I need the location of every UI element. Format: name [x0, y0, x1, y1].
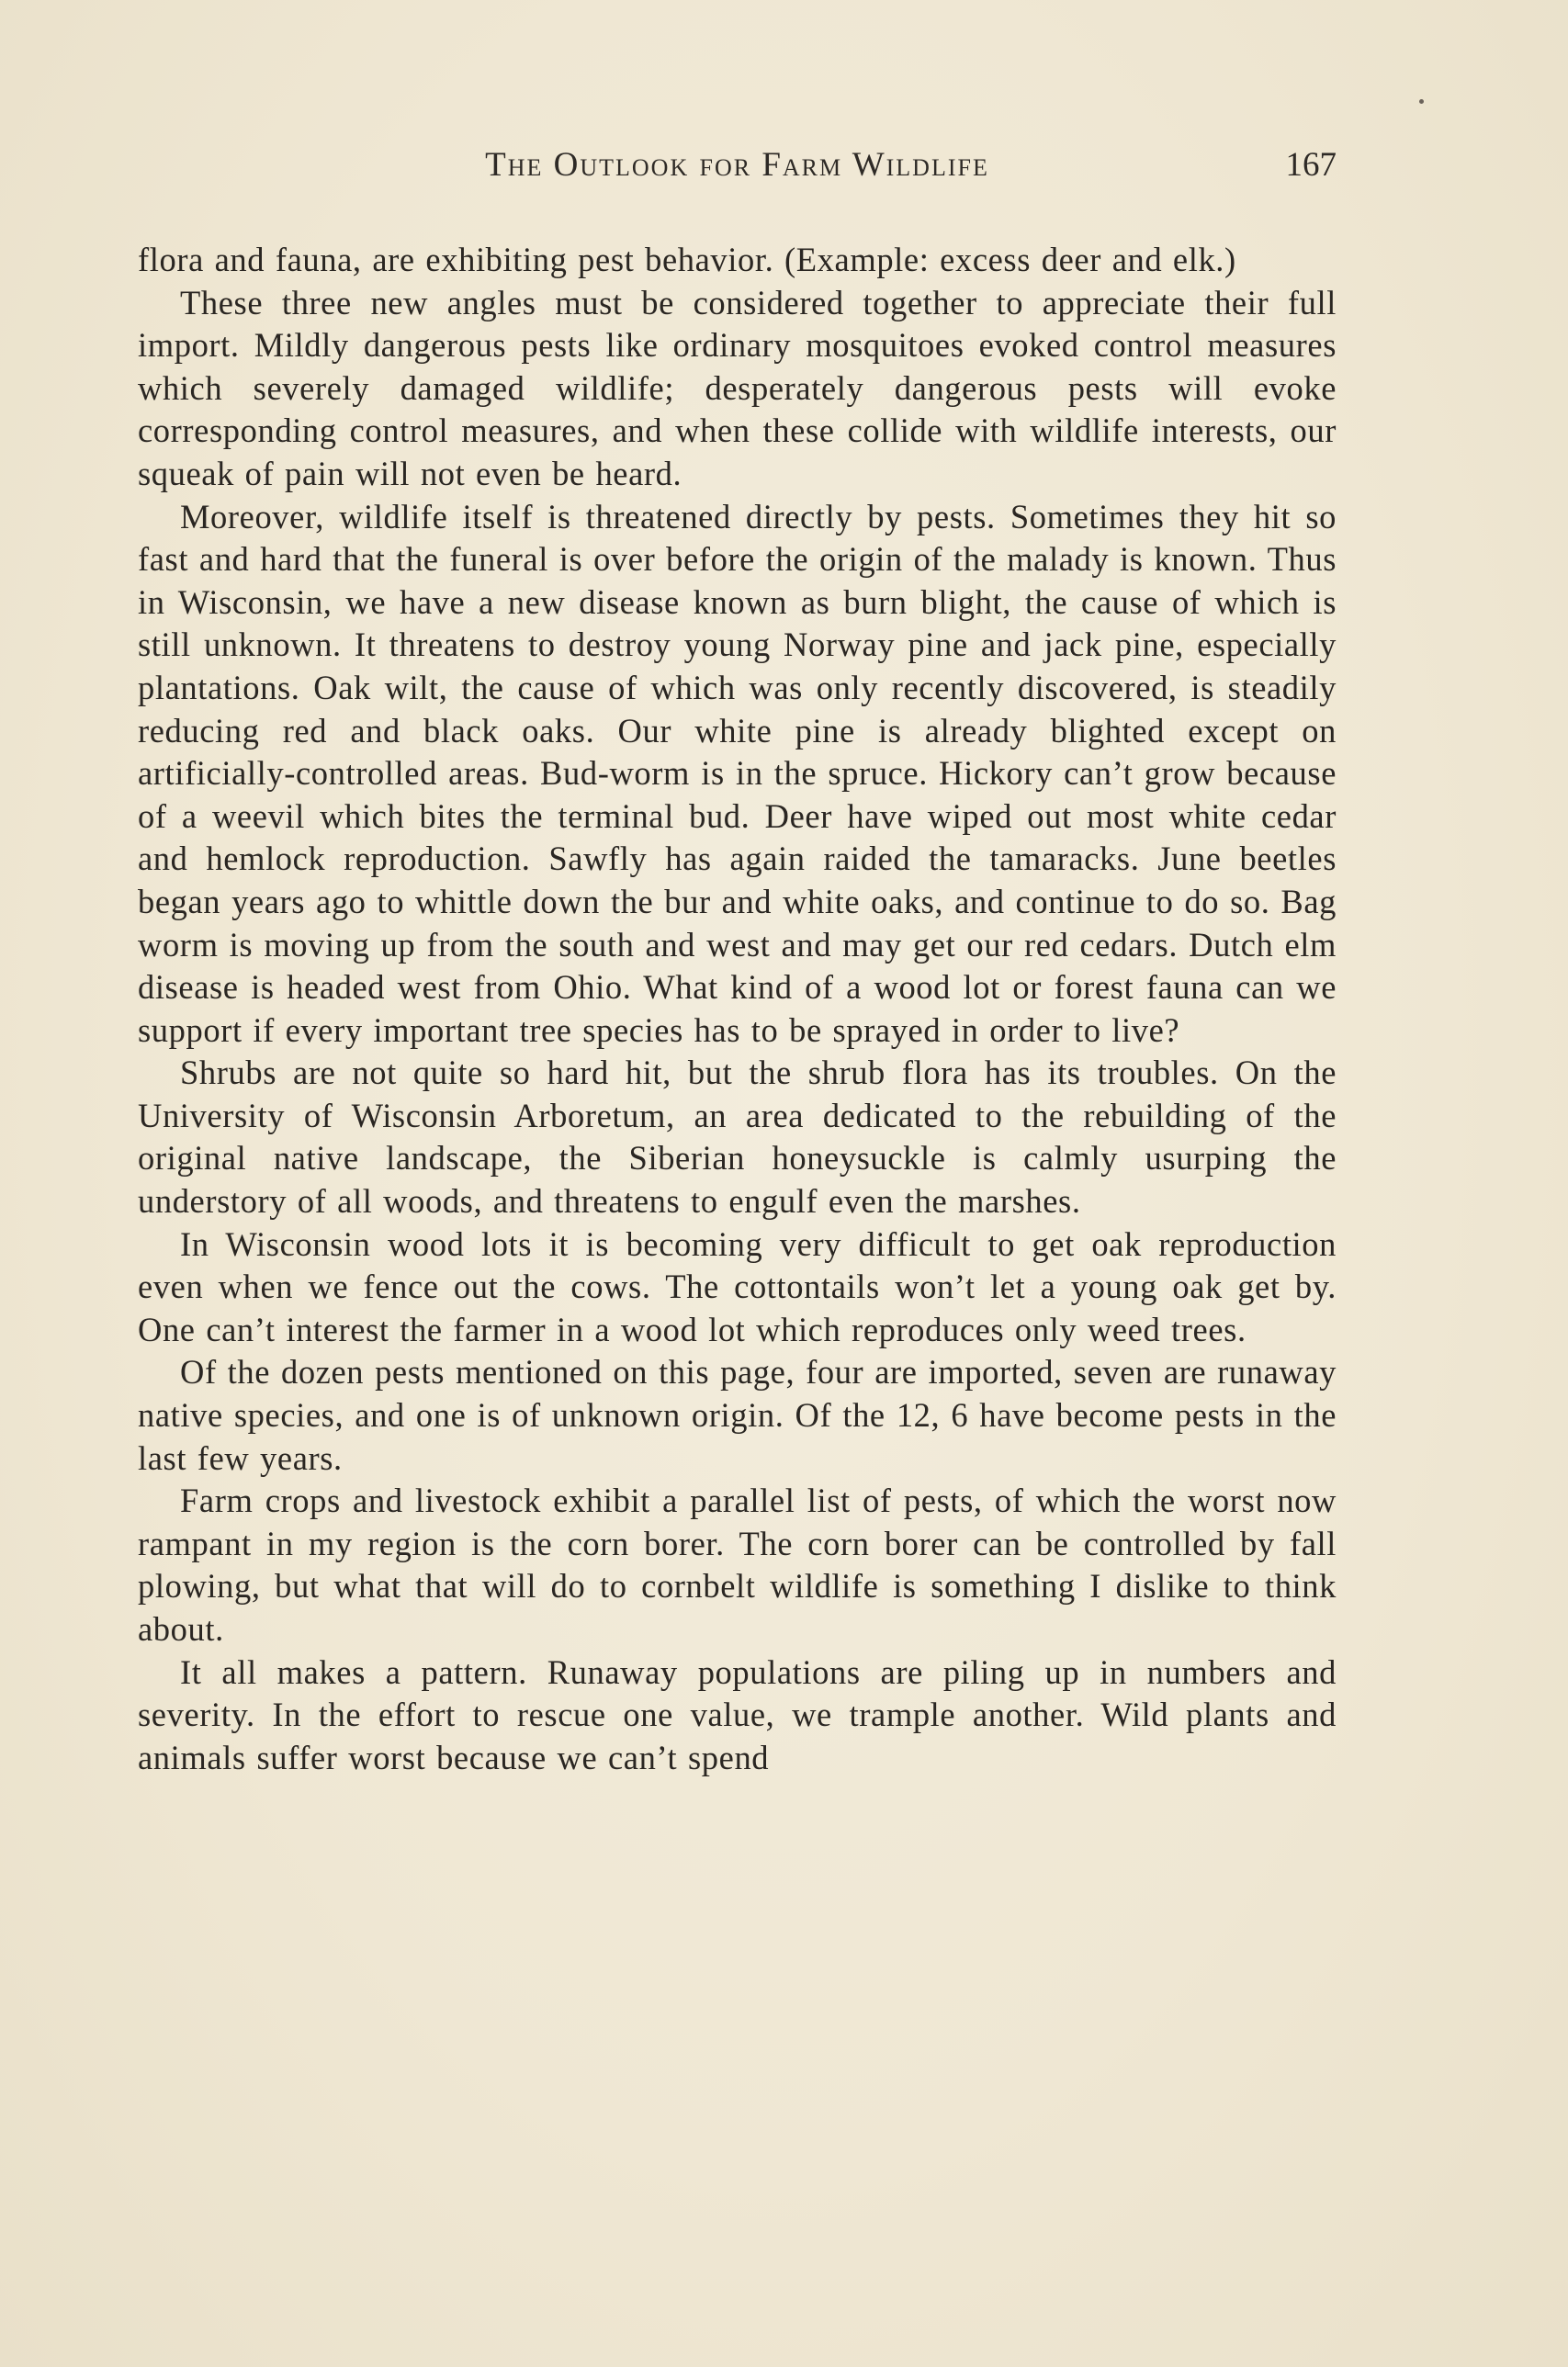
running-title: The Outlook for Farm Wildlife — [485, 146, 989, 184]
paper-speck — [1419, 99, 1424, 104]
paragraph-continuation: flora and fauna, are exhibiting pest behavior. (Example: excess deer and elk.) — [138, 241, 1236, 278]
paragraph: Farm crops and livestock exhibit a parallel list of pests, of which the worst now rampant in my region is the corn borer. The corn borer can be controlled by fall plowing, but what that will do to cornbelt wildlife is something I dislike to think about. — [138, 1482, 1337, 1648]
paragraph: Of the dozen pests mentioned on this page, four are imported, seven are runaway native species, and one is of unknown origin. Of the 12, 6 have become pests in the last few years. — [138, 1353, 1337, 1477]
running-head — [138, 145, 1337, 200]
paragraph: In Wisconsin wood lots it is becoming very difficult to get oak reproduction even when we fence out the cows. The cottontails won’t let a young oak get by. One can’t interest the farmer in a wood lot which reproduces only weed trees. — [138, 1224, 1337, 1348]
paragraph: Moreover, wildlife itself is threatened directly by pests. Sometimes they hit so fast and hard that the funeral is over before the origin of the malady is known. Thus in Wisconsin, we have a new disease known as burn blight, the cause of which is still unknown. It threatens to destroy young Norway pine and jack pine, especially plantations. Oak wilt, the cause of which was only recently discovered, is steadily reducing red and black oaks. Our white pine is already blighted except on artificially-controlled areas. Bud-worm is in the spruce. Hickory can’t grow because of a weevil which bites the terminal bud. Deer have wiped out most white cedar and hemlock reproduction. Sawfly has again raided the tamaracks. June beetles began years ago to whittle down the bur and white oaks, and continue to do so. Bag worm is moving up from the south and west and may get our red cedars. Dutch elm disease is headed west from Ohio. What kind of a wood lot or forest fauna can we support if every important tree species has to be sprayed in order to live? — [138, 497, 1337, 1049]
paragraph: These three new angles must be considered together to appreciate their full import. Mildly dangerous pests like ordinary mosquitoes evoked control measures which severely damaged wildlife; desperately dangerous pests will evoke corresponding control measures, and when these collide with wildlife interests, our squeak of pain will not even be heard. — [138, 283, 1337, 492]
paragraph: Shrubs are not quite so hard hit, but the shrub flora has its troubles. On the University of Wisconsin Arboretum, an area dedicated to the rebuilding of the original native landscape, the Siberian honeysuckle is calmly usurping the understory of all woods, and threatens to engulf even the marshes. — [138, 1054, 1337, 1221]
paragraph: It all makes a pattern. Runaway populations are piling up in numbers and severity. In the effort to rescue one value, we trample another. Wild plants and animals suffer worst because we can’t spend — [138, 1652, 1337, 1776]
page-number: 167 — [1285, 146, 1337, 184]
body-text — [138, 239, 1337, 1779]
